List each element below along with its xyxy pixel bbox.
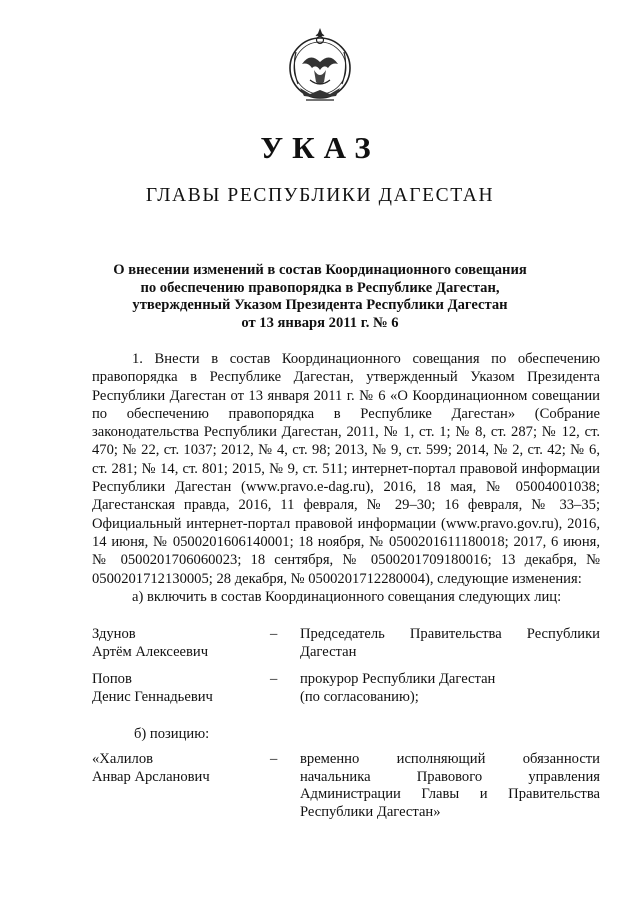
position-line: (по согласованию); [300, 688, 419, 705]
person-surname: «Халилов [92, 751, 154, 767]
dagestan-coat-of-arms-icon [280, 22, 360, 110]
person-surname: Здунов [92, 626, 136, 642]
document-subtitle: ГЛАВЫ РЕСПУБЛИКИ ДАГЕСТАН [145, 185, 495, 206]
paragraph-1: 1. Внести в состав Координационного совещания по обеспечению правопорядка в Республике Дагестан, утвержденный Указом Президента Республики Дагестан от 13 января 2011 г. № 6 «О Координационном совещании по обеспечению правопорядка в Республике Дагестан» (Собрание законодательства Республики Дагестан, 2011, № 1, ст. 1; № 8, ст. 287; № 12, ст. 470; № 22, ст. 1037; 2012, № 4, ст. 98; 2013, № 9, ст. 599; 2014, № 2, ст. 42; № 6, ст. 281; № 14, ст. 801; 2015, № 9, ст. 511; интернет-портал правовой информации Республики Дагестан (www.pravo.e-dag.ru), 2016, 18 мая, № 05004001038; Дагестанская правда, 2016, 11 февраля, № 29–30; 16 февраля, № 33–35; Официальный интернет-портал правовой информации (www.pravo.gov.ru), 2016, 14 июня, № 0500201606140001; 18 ноября, № 0500201611180018; 2017, 6 июня, № 0500201706060023; 18 сентября, № 0500201709180016; 13 декабря, № 0500201712130005; 28 декабря, № 0500201712280004), следующие изменения: [92, 351, 600, 587]
position-line: Администрации Главы и Правительства [300, 786, 600, 802]
person-given-name: Анвар Арсланович [92, 768, 210, 785]
person-position [300, 671, 600, 706]
position-line: начальника Правового управления [300, 768, 600, 785]
person-surname: Попов [92, 671, 132, 687]
position-line: Дагестан [300, 643, 357, 660]
heading-line: О внесении изменений в состав Координационного совещания [113, 262, 527, 278]
position-line: временно исполняющий обязанности [300, 751, 600, 767]
position-line: Республики Дагестан» [300, 803, 441, 820]
dash-separator: – [270, 626, 278, 642]
dash-separator: – [270, 751, 278, 767]
heading-line: по обеспечению правопорядка в Республике Дагестан, [140, 279, 500, 296]
heading-line: от 13 января 2011 г. № 6 [241, 314, 399, 331]
person-position [300, 626, 600, 661]
dash-separator: – [270, 671, 278, 687]
heading-line: утвержденный Указом Президента Республики Дагестан [132, 297, 508, 313]
person-position [300, 751, 600, 821]
document-title: УКАЗ [260, 130, 380, 165]
person-name [92, 626, 267, 661]
person-given-name: Артём Алексеевич [92, 643, 209, 660]
item-a: а) включить в состав Координационного совещания следующих лиц: [132, 588, 562, 605]
position-line: Председатель Правительства Республики [300, 626, 600, 642]
person-name [92, 671, 267, 706]
decree-body [92, 350, 600, 606]
person-given-name: Денис Геннадьевич [92, 688, 213, 705]
position-line: прокурор Республики Дагестан [300, 671, 496, 687]
item-b: б) позицию: [134, 726, 210, 742]
decree-heading [90, 262, 550, 332]
person-name [92, 751, 267, 786]
